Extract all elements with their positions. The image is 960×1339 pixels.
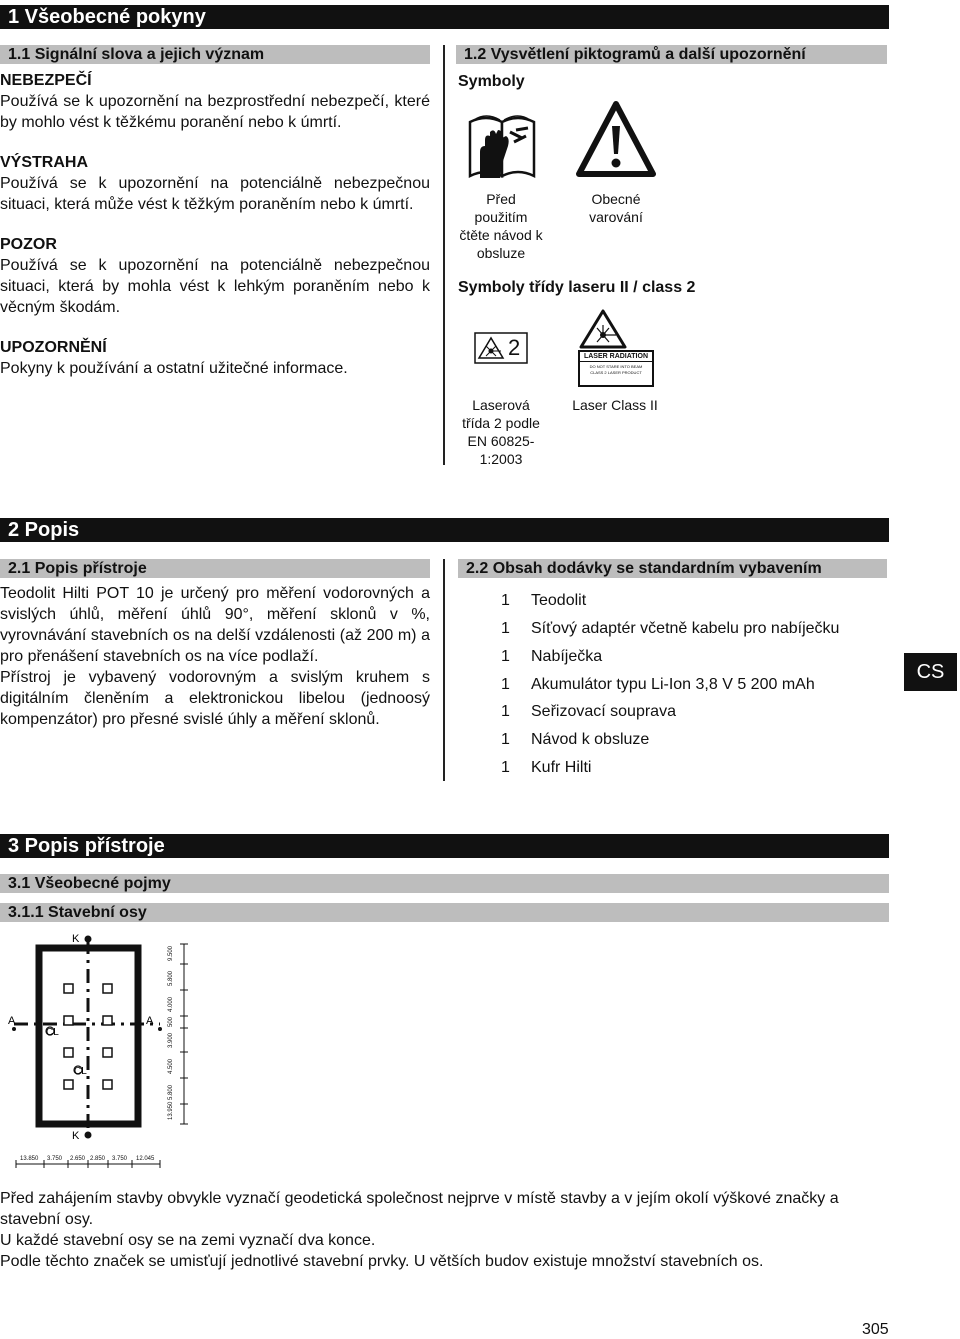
subsection-2-1-title: 2.1 Popis přístroje <box>0 559 430 578</box>
caption-laser-label: Laser Class II <box>572 397 658 413</box>
subsection-1-2-title: 1.2 Vysvětlení piktogramů a další upozornění <box>456 45 887 64</box>
axes-text-p1: Před zahájením stavby obvykle vyznačí geodetická společnost nejprve v místě stavby a v jejím okolí výškové značky a stavební osy. <box>0 1190 839 1228</box>
list-item: 1 Seřizovací souprava <box>501 703 676 720</box>
dim-right: 9.500 <box>168 945 174 961</box>
dim-right: 13.950 <box>168 1101 174 1120</box>
dim-bottom: 12.045 <box>136 1156 155 1162</box>
dim-right: 4.000 <box>168 996 174 1012</box>
dim-right: 5.800 <box>168 1084 174 1100</box>
section-3-title: 3 Popis přístroje <box>0 834 889 858</box>
general-warning-icon <box>575 100 657 178</box>
caption-read-manual: Před použitím čtěte návod k obsluze <box>459 191 543 261</box>
label-line-2: CLASS 2 LASER PRODUCT <box>590 370 642 375</box>
dim-right: 500 <box>168 1016 174 1027</box>
axes-text-p2: U každé stavební osy se na zemi vyznačí dva konce. <box>0 1232 376 1249</box>
column-divider <box>443 45 445 465</box>
device-description-p1: Teodolit Hilti POT 10 je určený pro měření vodorovných a svislých úhlů, měření úhlů 90°, měření sklonů v %, vyrovnávání stavebních os na delší vzdálenosti (až 200 m) a pro přenášení stavebních os na více podlaží. <box>0 585 430 665</box>
dim-bottom: 3.750 <box>112 1156 128 1162</box>
dim-right: 4.500 <box>168 1058 174 1074</box>
dim-bottom: 13.850 <box>20 1156 39 1162</box>
list-item: 1 Akumulátor typu Li-Ion 3,8 V 5 200 mAh <box>501 676 815 693</box>
laser-warning-icon <box>578 308 628 350</box>
danger-text: Používá se k upozornění na bezprostřední nebezpečí, které by mohlo vést k těžkému poranění nebo k úmrtí. <box>0 93 430 131</box>
note-heading: UPOZORNĚNÍ <box>0 339 107 356</box>
label-line-1: DO NOT STARE INTO BEAM <box>589 364 643 369</box>
laser-symbols-heading: Symboly třídy laseru II / class 2 <box>458 279 696 296</box>
axis-end-marker <box>85 936 92 943</box>
construction-axes-figure <box>0 928 200 1173</box>
label-cl-1: CL <box>46 1027 59 1038</box>
laser-class-digit: 2 <box>508 335 521 360</box>
label-a-left: A <box>8 1015 16 1027</box>
laser-radiation-label <box>578 350 654 387</box>
list-item: 1 Kufr Hilti <box>501 759 592 776</box>
section-2-title: 2 Popis <box>0 518 889 542</box>
dim-right: 3.900 <box>168 1032 174 1048</box>
dim-bottom: 3.750 <box>47 1156 63 1162</box>
warning-text: Používá se k upozornění na potenciálně nebezpečnou situaci, která může vést k těžkým poraněním nebo k úmrtí. <box>0 175 430 213</box>
subsection-3-1-title: 3.1 Všeobecné pojmy <box>0 874 889 893</box>
label-a-right: A <box>146 1015 154 1027</box>
label-k-top: K <box>72 933 80 945</box>
dim-right: 5.800 <box>168 970 174 986</box>
read-manual-icon <box>466 108 538 180</box>
subsection-1-1-title: 1.1 Signální slova a jejich význam <box>0 45 430 64</box>
caption-laser-class: Laserová třída 2 podle EN 60825-1:2003 <box>462 397 540 467</box>
note-text: Pokyny k používání a ostatní užitečné informace. <box>0 360 348 377</box>
danger-heading: NEBEZPEČÍ <box>0 72 92 89</box>
dim-bottom: 2.650 <box>70 1156 86 1162</box>
label-k-bottom: K <box>72 1130 80 1142</box>
axis-end-marker <box>85 1132 92 1139</box>
section-1-title: 1 Všeobecné pokyny <box>0 5 889 29</box>
label-cl-2: CL <box>74 1066 87 1077</box>
caution-heading: POZOR <box>0 236 57 253</box>
subsection-2-2-title: 2.2 Obsah dodávky se standardním vybavením <box>458 559 887 578</box>
list-item: 1 Nabíječka <box>501 648 603 665</box>
language-tab: CS <box>904 653 957 691</box>
subsection-3-1-1-title: 3.1.1 Stavební osy <box>0 903 889 922</box>
warning-heading: VÝSTRAHA <box>0 154 89 171</box>
page-number: 305 <box>862 1321 889 1338</box>
caption-general-warning: Obecné varování <box>589 191 643 225</box>
caution-text: Používá se k upozornění na potenciálně nebezpečnou situaci, která by mohla vést k lehkým poraněním nebo k věcným škodám. <box>0 257 430 316</box>
device-description-p2: Přístroj je vybavený vodorovným a svislým kruhem s digitálním členěním a elektronickou libelou (jednoosý kompenzátor) pro přesné svislé úhly a měření sklonů. <box>0 669 430 728</box>
axes-text-p3: Podle těchto značek se umisťují jednotlivé stavební prvky. U větších budov existuje množství stavebních os. <box>0 1253 764 1270</box>
list-item: 1 Síťový adaptér včetně kabelu pro nabíječku <box>501 620 840 637</box>
dim-bottom: 2.850 <box>90 1156 106 1162</box>
list-item: 1 Návod k obsluze <box>501 731 650 748</box>
list-item: 1 Teodolit <box>501 592 587 609</box>
label-title: LASER RADIATION <box>580 352 652 362</box>
column-divider <box>443 559 445 781</box>
symbols-heading: Symboly <box>458 73 525 90</box>
